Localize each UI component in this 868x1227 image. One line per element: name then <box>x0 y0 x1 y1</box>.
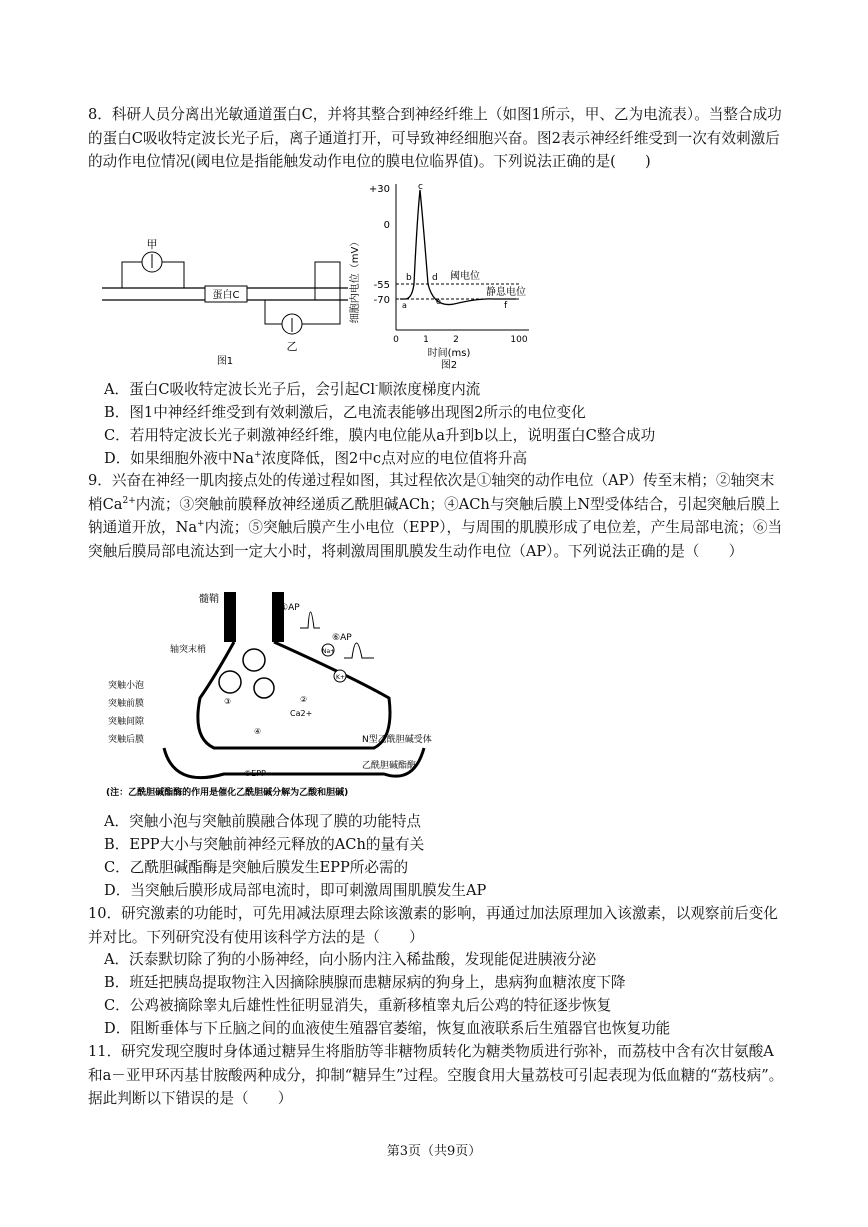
ytick-70: -70 <box>373 295 390 306</box>
vesicle-label: 突触小泡 <box>108 681 145 691</box>
rest-label: 静息电位 <box>486 287 526 298</box>
point-e: e <box>436 297 441 306</box>
ap6-label: ⑥AP <box>332 633 352 643</box>
point-f: f <box>504 301 508 311</box>
q8-stem: 8．科研人员分离出光敏通道蛋白C，并将其整合到神经纤维上（如图1所示，甲、乙为电流表）。当整合成功的蛋白C吸收特定波长光子后，离子通道打开，可导致神经细胞兴奋。图2表示神经纤维受到一次有效刺激后的动作电位情况(阈电位是指能触发动作电位的膜电位临界值)。下列说法正确的是( ) <box>88 106 782 170</box>
protein-c-label: 蛋白C <box>212 290 240 301</box>
point-b: b <box>406 273 412 283</box>
q9-option-b[interactable]: B．EPP大小与突触前神经元释放的ACh的量有关 <box>104 836 425 853</box>
step-2-label: ② <box>300 695 308 704</box>
q8-option-c[interactable]: C．若用特定波长光子刺激神经纤维，膜内电位能从a升到b以上，说明蛋白C整合成功 <box>104 427 656 444</box>
receptor-label: N型乙酰胆碱受体 <box>362 735 432 745</box>
q9-stem: 9．兴奋在神经一肌肉接点处的传递过程如图，其过程依次是①轴突的动作电位（AP）传至末梢；②轴突末梢$Ca^{2+}$内流；③突触前膜释放神经递质乙酰胆碱ACh；④ACh与突触后膜上N型受体结合，引起突触后膜上钠通道开放，Na+内流；⑤突触后膜产生小电位（EPP），与周围的肌膜形成了电位差，产生局部电流；⑥当突触后膜局部电流达到一定大小时，将刺激周围肌膜发生动作电位（AP）。下列说法正确的是（ ） <box>88 472 783 560</box>
k-label: K+ <box>336 674 345 681</box>
point-a: a <box>402 301 407 310</box>
page-footer: 第3页（共9页） <box>386 1144 482 1159</box>
q8-option-d[interactable]: D．如果细胞外液中Na+浓度降低，图2中c点对应的电位值将升高 <box>104 450 528 467</box>
q11-stem: 11．研究发现空腹时身体通过糖异生将脂肪等非糖物质转化为糖类物质进行弥补，而荔枝中含有次甘氨酸A和a－亚甲环丙基甘胺酸两种成分，抑制“糖异生”过程。空腹食用大量荔枝可引起表现为低血糖的“荔枝病”。据此判断以下错误的是（ ） <box>88 1043 784 1107</box>
point-d: d <box>432 273 438 283</box>
q8-option-b[interactable]: B．图1中神经纤维受到有效刺激后，乙电流表能够出现图2所示的电位变化 <box>104 404 586 421</box>
q9-synapse-figure <box>104 588 504 808</box>
q9-figure-note: (注：乙酰胆碱酯酶的作用是催化乙酰胆碱分解为乙酸和胆碱) <box>106 788 349 798</box>
xtick-2: 2 <box>453 335 459 345</box>
meter-jia-label: 甲 <box>146 238 158 251</box>
xtick-100: 100 <box>510 335 528 345</box>
q10-option-b[interactable]: B．班廷把胰岛提取物注入因摘除胰腺而患糖尿病的狗身上，患病狗血糖浓度下降 <box>104 974 626 991</box>
cleft-label: 突触间隙 <box>108 717 145 727</box>
q10-stem: 10．研究激素的功能时，可先用减法原理去除该激素的影响，再通过加法原理加入该激素，以观察前后变化并对比。下列研究没有使用该科学方法的是（ ） <box>88 905 778 946</box>
epp-label: ⑤EPP <box>244 769 266 778</box>
q9-option-d[interactable]: D．当突触后膜形成局部电流时，即可刺激周围肌膜发生AP <box>104 882 487 899</box>
q9-option-a[interactable]: A．突触小泡与突触前膜融合体现了膜的功能特点 <box>104 813 422 830</box>
step-3-label: ③ <box>224 697 232 706</box>
enzyme-label: 乙酰胆碱酯酶 <box>362 761 417 771</box>
fig2-xlabel: 时间(ms) <box>427 348 471 359</box>
q10-option-d[interactable]: D．阻断垂体与下丘脑之间的血液使生殖器官萎缩，恢复血液联系后生殖器官也恢复功能 <box>104 1020 671 1037</box>
step-4-label: ④ <box>254 727 262 736</box>
q8-figure-1 <box>100 232 350 372</box>
fig2-caption: 图2 <box>440 360 458 371</box>
xtick-0: 0 <box>393 335 399 345</box>
xtick-1: 1 <box>423 335 429 345</box>
na-label: Na+ <box>322 648 336 655</box>
ap1-label: ①AP <box>280 603 300 613</box>
myelin-label: 髓鞘 <box>199 594 219 605</box>
ytick-55: -55 <box>373 280 390 291</box>
point-c: c <box>418 182 423 192</box>
fig1-caption: 图1 <box>216 356 234 367</box>
fig2-ylabel: 细胞内电位（mV） <box>350 236 361 324</box>
q10-option-c[interactable]: C．公鸡被摘除睾丸后雄性性征明显消失，重新移植睾丸后公鸡的特征逐步恢复 <box>104 997 612 1014</box>
post-membrane-label: 突触后膜 <box>108 735 145 745</box>
ca-label: Ca2+ <box>290 709 313 718</box>
q9-option-c[interactable]: C．乙酰胆碱酯酶是突触后膜发生EPP所必需的 <box>104 859 409 876</box>
q10-option-a[interactable]: A．沃泰默切除了狗的小肠神经，向小肠内注入稀盐酸，发现能促进胰液分泌 <box>104 951 597 968</box>
ytick-30: +30 <box>368 184 390 195</box>
pre-membrane-label: 突触前膜 <box>108 699 145 709</box>
meter-yi-label: 乙 <box>286 340 298 353</box>
q8-figure-2 <box>344 180 544 372</box>
q8-option-a[interactable]: A．蛋白C吸收特定波长光子后，会引起Cl-顺浓度梯度内流 <box>104 381 481 398</box>
axon-end-label: 轴突末梢 <box>170 645 207 655</box>
threshold-label: 阈电位 <box>450 271 480 282</box>
ytick-0: 0 <box>383 220 390 231</box>
